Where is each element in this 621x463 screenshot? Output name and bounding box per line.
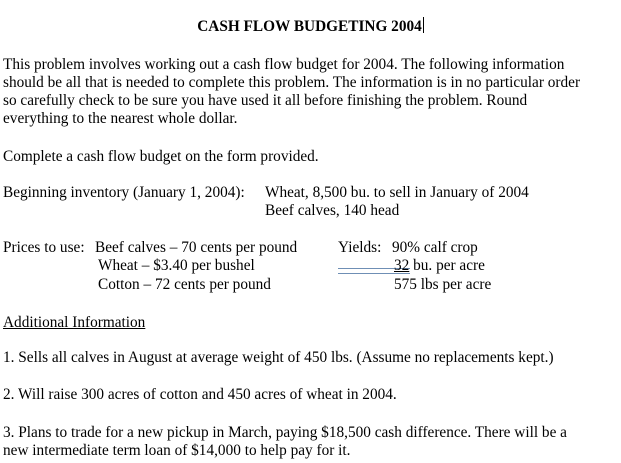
price-wheat: Wheat – $3.40 per bushel — [98, 257, 255, 274]
instruction: Complete a cash flow budget on the form provided. — [3, 148, 319, 165]
yield-wheat-unit: bu. per acre — [409, 257, 485, 274]
intro-line-2: should be all that is needed to complete this problem. The information is in no particular order — [3, 74, 581, 91]
prices-label: Prices to use: — [3, 239, 85, 256]
item-2: 2. Will raise 300 acres of cotton and 450 acres of wheat in 2004. — [3, 386, 397, 403]
item-3-line-1: 3. Plans to trade for a new pickup in March, paying $18,500 cash difference. There will be a — [3, 424, 567, 441]
title-text: CASH FLOW BUDGETING 2004 — [197, 18, 422, 35]
additional-information-heading: Additional Information — [3, 314, 146, 331]
text-cursor — [423, 17, 424, 33]
intro-line-3: so carefully check to be sure you have used it all before finishing the problem. Round — [3, 92, 528, 109]
yield-wheat — [394, 257, 485, 275]
intro-line-1: This problem involves working out a cash flow budget for 2004. The following information — [3, 56, 565, 73]
inventory-item-calves: Beef calves, 140 head — [265, 202, 400, 219]
yield-cotton: 575 lbs per acre — [394, 276, 492, 293]
page-title — [0, 17, 621, 36]
inventory-label: Beginning inventory (January 1, 2004): — [3, 184, 245, 201]
price-beef-calves: Beef calves – 70 cents per pound — [95, 239, 298, 256]
inventory-item-wheat: Wheat, 8,500 bu. to sell in January of 2004 — [265, 184, 529, 201]
item-1: 1. Sells all calves in August at average weight of 450 lbs. (Assume no replacements kept.) — [3, 349, 554, 366]
item-3-line-2: new intermediate term loan of $14,000 to help pay for it. — [3, 442, 351, 459]
price-cotton: Cotton – 72 cents per pound — [98, 276, 271, 293]
intro-line-4: everything to the nearest whole dollar. — [3, 110, 238, 127]
yield-wheat-value: 32 — [394, 257, 410, 274]
yield-calf-crop: 90% calf crop — [392, 239, 478, 256]
yields-label: Yields: — [338, 239, 382, 256]
